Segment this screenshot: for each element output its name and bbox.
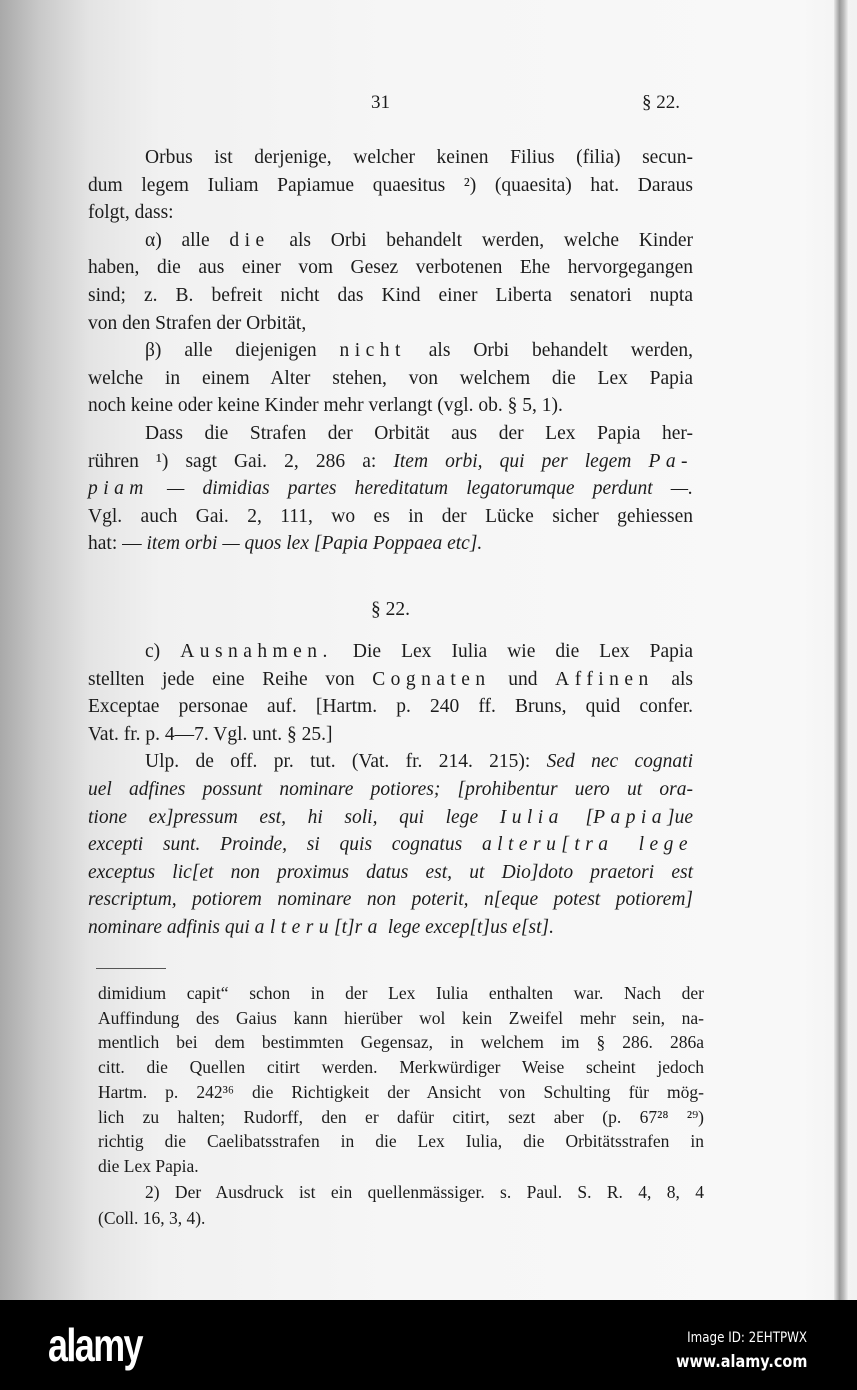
running-section-header: § 22.	[642, 92, 680, 113]
footnote-line	[98, 1006, 704, 1030]
text-run: die Lex Papia.	[98, 1155, 199, 1176]
text-run: (Coll. 16, 3, 4).	[98, 1208, 206, 1228]
text-run: Hartm. p. 242³⁶ die Richtigkeit der Ansicht von Schulting für mög-	[98, 1081, 704, 1102]
text-run: alteru	[254, 917, 334, 938]
text-run: citt. die Quellen citirt werden. Merkwürdiger Weise scheint jedoch	[98, 1057, 704, 1078]
text-run: Auffindung des Gaius kann hierüber wol kein Zweifel mehr sein, na-	[98, 1007, 704, 1028]
text-run: Orbus ist derjenige, welcher keinen Filius (filia) secun-	[145, 147, 693, 168]
footnote-line	[145, 1180, 704, 1204]
text-run: Vgl. auch Gai. 2, 111, wo es in der Lücke sicher gehiessen	[88, 505, 693, 527]
text-run: piam	[88, 478, 149, 500]
section-line	[88, 778, 693, 802]
body-line	[145, 146, 693, 170]
text-run: § 22.	[371, 599, 410, 620]
footnote-line	[98, 1154, 704, 1178]
text-run: Dass die Strafen der Orbität aus der Lex Papia her-	[145, 423, 693, 444]
text-run: nicht	[339, 340, 406, 362]
text-run: stellten jede eine Reihe von	[88, 668, 373, 690]
text-run: rühren ¹) sagt Gai. 2, 286 a:	[88, 450, 394, 472]
text-run: nominare adfinis qui	[88, 917, 255, 938]
text-run: welche in einem Alter stehen, von welchem die Lex Papia	[88, 367, 693, 389]
text-run: dimidium capit“ schon in der Lex Iulia enthalten war. Nach der	[98, 983, 704, 1003]
page-binding-edge	[834, 0, 848, 1300]
text-run: 2) Der Ausdruck ist ein quellenmässiger. s. Paul. S. R. 4, 8, 4	[145, 1182, 704, 1202]
body-line	[145, 229, 693, 253]
text-run: alteru[tra lege	[481, 834, 693, 856]
body-line	[145, 422, 693, 446]
text-run: ]ue	[667, 806, 693, 828]
text-run: uel adfines possunt nominare potiores; [prohibentur uero ut ora-	[88, 779, 693, 800]
text-run: tione ex]pressum est, hi soli, qui lege	[88, 806, 500, 828]
section-line	[88, 833, 693, 857]
footnote-line	[98, 981, 704, 1005]
body-line	[88, 312, 693, 336]
text-run: [Papia Poppaea etc].	[313, 533, 483, 555]
text-run: Ulp. de off. pr. tut. (Vat. fr. 214. 215):	[145, 751, 547, 773]
section-line	[88, 888, 693, 912]
body-line	[145, 339, 693, 363]
text-run: exceptus lic[et non proximus datus est, ut Dio]doto praetori est	[88, 861, 693, 883]
text-run: Die Lex Iulia wie die Lex Papia	[332, 641, 693, 662]
text-run: — dimidias partes hereditatum legatorumque perdunt —.	[148, 478, 693, 500]
body-line	[88, 256, 693, 280]
text-run: folgt, dass:	[88, 202, 174, 224]
text-run: von den Strafen der Orbität,	[88, 312, 307, 334]
text-run: noch keine oder keine Kinder mehr verlangt (vgl. ob. § 5, 1).	[88, 395, 563, 417]
page-number: 31	[371, 92, 390, 113]
text-run: und	[490, 668, 556, 690]
text-run: Papia	[593, 806, 667, 828]
text-run: excepti sunt. Proinde, si quis cognatus	[88, 834, 482, 856]
text-run: als Orbi behandelt werden, welche Kinder	[269, 229, 693, 251]
text-run: Ausnahmen.	[180, 641, 333, 662]
text-run: c)	[145, 641, 181, 662]
section-line	[88, 806, 693, 830]
body-line	[88, 532, 693, 556]
section-line	[145, 750, 693, 774]
text-run: als	[653, 668, 693, 690]
text-run: dum legem Iuliam Papiamue quaesitus ²) (quaesita) hat. Daraus	[88, 174, 693, 196]
image-id: Image ID: 2EHTPWX	[687, 1330, 807, 1346]
section-heading	[88, 598, 693, 622]
watermark-url: www.alamy.com	[675, 1352, 807, 1372]
text-run: item orbi — quos lex	[146, 533, 314, 555]
text-run: [	[563, 806, 594, 828]
footnote-line	[98, 1080, 704, 1104]
section-line	[88, 723, 693, 747]
text-run: α) alle	[145, 229, 230, 251]
text-run: Sed nec cognati	[546, 751, 693, 773]
body-line	[88, 505, 693, 529]
text-run: Vat. fr. p. 4—7. Vgl. unt. § 25.]	[88, 723, 333, 745]
text-run: mentlich bei dem bestimmten Gegensaz, in welchem im § 286. 286a	[98, 1032, 704, 1053]
section-line	[88, 668, 693, 692]
text-run: richtig die Caelibatsstrafen in die Lex Iulia, die Orbitätsstrafen in	[98, 1131, 704, 1152]
section-line	[88, 695, 693, 719]
text-run: lege excep[t]us e[st].	[382, 917, 554, 938]
alamy-logo: alamy	[48, 1319, 142, 1371]
body-line	[88, 367, 693, 391]
section-line	[88, 861, 693, 885]
body-line	[88, 174, 693, 198]
text-run: Item orbi, qui per legem	[393, 450, 649, 472]
text-run: als Orbi behandelt werden,	[405, 340, 693, 362]
text-run: hat: —	[88, 533, 147, 555]
footnote-rule	[96, 968, 166, 969]
text-run: lich zu halten; Rudorff, den er dafür citirt, sezt aber (p. 67²⁸ ²⁹)	[98, 1106, 704, 1127]
footnote-line	[98, 1055, 704, 1079]
text-run: Affinen	[555, 668, 654, 690]
text-run: Iulia	[499, 806, 564, 828]
footnote-line	[98, 1105, 704, 1129]
body-line	[88, 394, 693, 418]
text-run: Exceptae personae auf. [Hartm. p. 240 ff. Bruns, quid confer.	[88, 696, 693, 718]
section-line	[145, 640, 693, 664]
text-run: β) alle diejenigen	[145, 340, 340, 362]
body-line	[88, 201, 693, 225]
text-run: ra	[354, 917, 383, 938]
body-line	[88, 477, 693, 501]
section-line	[88, 916, 693, 940]
footnote-line	[98, 1129, 704, 1153]
body-line	[88, 450, 693, 474]
text-run: sind; z. B. befreit nicht das Kind einer Liberta senatori nupta	[88, 285, 693, 306]
text-run: rescriptum, potiorem nominare non poterit, n[eque potest potiorem]	[88, 889, 693, 911]
text-run: die	[229, 229, 270, 251]
footnote-line	[98, 1206, 704, 1230]
text-run: Cognaten	[372, 668, 491, 690]
body-line	[88, 284, 693, 308]
text-run: Pa-	[648, 450, 693, 472]
footnote-line	[98, 1030, 704, 1054]
text-run: haben, die aus einer vom Gesez verbotenen Ehe hervorgegangen	[88, 257, 693, 279]
text-run: [t]	[334, 917, 355, 938]
